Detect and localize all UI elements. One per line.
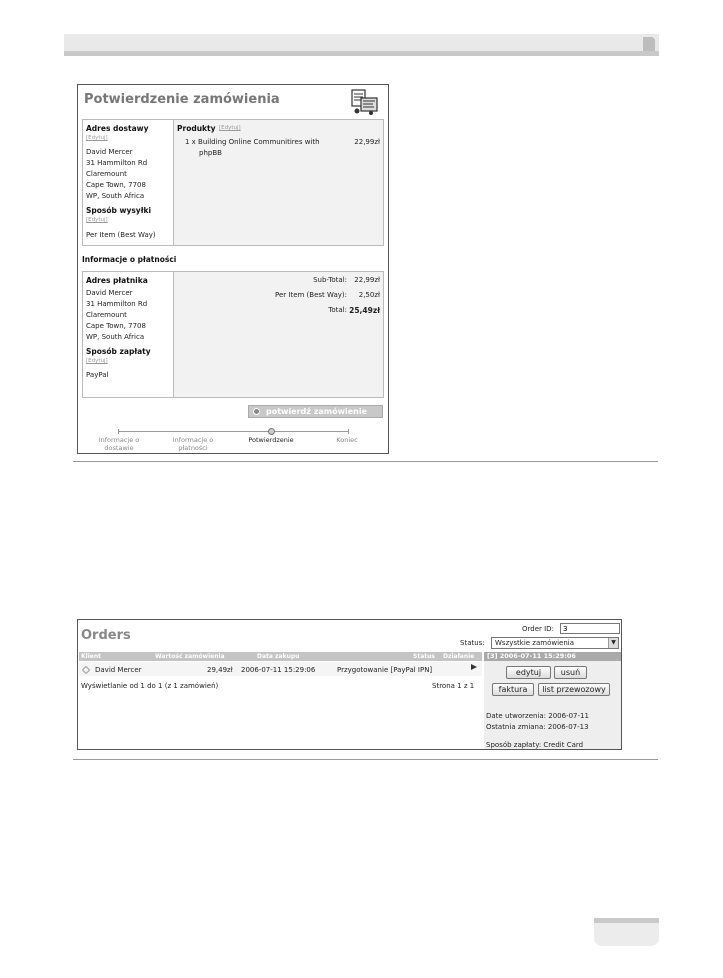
- column-client: Klient: [81, 653, 101, 660]
- totals-label: Sub-Total:: [313, 276, 347, 284]
- product-line: 1 x Building Online Communitires with: [185, 138, 320, 146]
- chevron-down-icon: ▼: [608, 638, 618, 648]
- shipping-method-value: Per Item (Best Way): [86, 231, 156, 239]
- order-detail-panel: [484, 661, 621, 749]
- figure-rule-1: [73, 461, 658, 462]
- address-line: 31 Hammilton Rd: [86, 300, 148, 308]
- bullet-icon: [253, 408, 260, 415]
- payment-info-heading: Informacje o płatności: [82, 255, 177, 264]
- edit-shipping-method-link[interactable]: [Edytuj]: [86, 217, 108, 223]
- billing-panel: [82, 271, 384, 398]
- grand-total-value: 25,49zł: [349, 306, 380, 315]
- step-shipping-info: Informacje o dostawie: [98, 436, 140, 452]
- shipping-panel: [82, 119, 384, 246]
- progress-marker-icon: [268, 428, 275, 435]
- step-finish: Koniec: [336, 436, 358, 444]
- billing-address-heading: Adres płatnika: [86, 276, 148, 285]
- page-header-bar: [64, 34, 659, 56]
- delete-order-button[interactable]: usuń: [554, 666, 587, 679]
- status-label: Status:: [460, 639, 485, 647]
- date-created: Date utworzenia: 2006-07-11: [486, 712, 589, 720]
- row-client: David Mercer: [95, 666, 142, 674]
- edit-products-link[interactable]: [Edytuj]: [219, 125, 241, 131]
- address-line: David Mercer: [86, 148, 133, 156]
- totals-value: 22,99zł: [354, 276, 380, 284]
- totals-label: Per Item (Best Way):: [275, 291, 347, 299]
- orders-table-header: [79, 652, 482, 661]
- date-modified: Ostatnia zmiana: 2006-07-13: [486, 723, 589, 731]
- edit-shipping-address-link[interactable]: [Edytuj]: [86, 135, 108, 141]
- address-line: WP, South Africa: [86, 333, 145, 341]
- column-action: Działanie: [443, 653, 475, 660]
- checkout-progress-bar: [118, 431, 348, 432]
- checkout-confirmation-screenshot: [77, 84, 389, 454]
- pagination-pages: Strona 1 z 1: [432, 682, 475, 690]
- edit-payment-method-link[interactable]: [Edytuj]: [86, 358, 108, 364]
- confirm-order-label: potwierdź zamówienie: [266, 407, 368, 416]
- confirm-order-button[interactable]: [248, 405, 383, 418]
- totals-label: Total:: [328, 306, 347, 314]
- shipping-method-heading: Sposób wysyłki: [86, 206, 152, 215]
- step-payment-info: Informacje o płatności: [172, 436, 214, 452]
- column-value: Wartość zamówienia: [155, 653, 225, 660]
- product-price: 22,99zł: [354, 138, 380, 146]
- column-status: Status: [413, 653, 435, 660]
- status-dropdown[interactable]: Wszystkie zamówienia ▼: [491, 637, 619, 649]
- payment-method: Sposób zapłaty: Credit Card: [486, 741, 584, 749]
- address-line: Claremount: [86, 170, 127, 178]
- progress-tick: [348, 429, 349, 434]
- invoice-button[interactable]: faktura: [492, 683, 534, 696]
- edit-order-button[interactable]: edytuj: [506, 666, 551, 679]
- page-title: Potwierdzenie zamówienia: [84, 92, 280, 107]
- payment-method-value: PayPal: [86, 371, 109, 379]
- product-line-cont: phpBB: [199, 149, 222, 157]
- products-heading: Produkty: [177, 124, 216, 133]
- payment-method-heading: Sposób zapłaty: [86, 347, 151, 356]
- address-line: WP, South Africa: [86, 192, 145, 200]
- pagination-summary: Wyświetlanie od 1 do 1 (z 1 zamówień): [81, 682, 219, 690]
- address-line: 31 Hammilton Rd: [86, 159, 148, 167]
- admin-orders-screenshot: [77, 619, 622, 750]
- packing-slip-button[interactable]: list przewozowy: [538, 683, 610, 696]
- address-line: Cape Town, 7708: [86, 322, 146, 330]
- address-line: Claremount: [86, 311, 127, 319]
- address-line: Cape Town, 7708: [86, 181, 146, 189]
- progress-tick: [118, 429, 119, 434]
- order-id-input[interactable]: [560, 623, 620, 634]
- row-value: 29,49zł: [207, 666, 233, 674]
- page-corner-icon: [643, 37, 655, 51]
- row-status: Przygotowanie [PayPal IPN]: [337, 666, 433, 674]
- figure-rule-2: [73, 759, 658, 760]
- shipping-address-heading: Adres dostawy: [86, 124, 149, 133]
- column-date: Data zakupu: [257, 653, 300, 660]
- step-confirmation: Potwierdzenie: [248, 436, 294, 444]
- address-line: David Mercer: [86, 289, 133, 297]
- totals-value: 2,50zł: [358, 291, 380, 299]
- order-id-label: Order ID:: [522, 625, 554, 633]
- order-detail-header: [3] 2006-07-11 15:29:06: [484, 652, 621, 661]
- page-number-tab: [594, 918, 659, 946]
- store-logo-icon: [349, 88, 381, 116]
- select-row-arrow-icon[interactable]: [471, 664, 477, 670]
- table-row[interactable]: [79, 662, 482, 676]
- orders-title: Orders: [81, 628, 131, 643]
- row-date: 2006-07-11 15:29:06: [241, 666, 316, 674]
